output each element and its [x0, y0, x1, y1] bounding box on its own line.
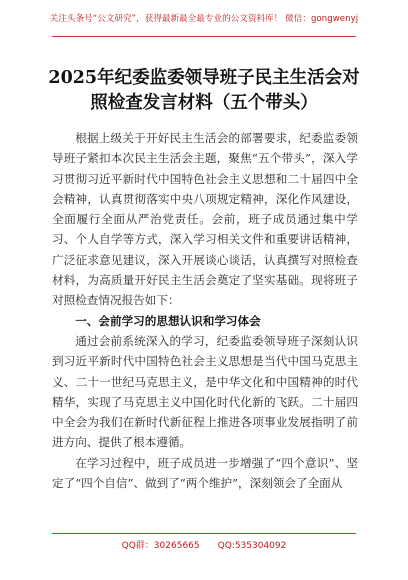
document-body — [52, 128, 358, 493]
section-1-paragraph-2: 在学习过程中，班子成员进一步增强了“四个意识”、坚定了“四个自信”、做到了“两个维护”，深刻领会了全面从 — [52, 455, 358, 491]
intro-paragraph: 根据上级关于开好民主生活会的部署要求，纪委监委领导班子紧扣本次民主生活会主题，聚焦“五个带头”，深入学习贯彻习近平新时代中国特色社会主义思想和二十届四中全会精神，认真贯彻落实中央八项规定精神，深化作风建设，全面履行全面从严治党责任。会前，班子成员通过集中学习、个人自学等方式，深入学习相关文件和重要讲话精神，广泛征求意见建议，深入开展谈心谈话，认真撰写对照检查材料，为高质量开好民主生活会奠定了坚实基础。现将班子对照检查情况报告如下： — [52, 131, 358, 308]
header-note: 关注头条号“公文研究”，获得最新最全最专业的公文资料库！ 微信：gongwenyj — [49, 14, 359, 24]
header-divider — [52, 36, 356, 37]
footer-note: QQ群：30265665 QQ:535304092 — [121, 541, 287, 551]
section-1-paragraph-1: 通过会前系统深入的学习，纪委监委领导班子深刻认识到习近平新时代中国特色社会主义思想是当代中国马克思主义、二十一世纪马克思主义，是中华文化和中国精神的时代精华，实现了马克思主义中国化时代化新的飞跃。二十届四中全会为我们在新时代新征程上推进各项事业发展指明了前进方向、提供了根本遵循。 — [52, 333, 358, 450]
title-line-2: 照检查发言材料（五个带头） — [90, 93, 318, 113]
footer-divider — [52, 533, 356, 534]
section-1-heading: 一、会前学习的思想认识和学习体会 — [75, 313, 261, 328]
document-title — [30, 66, 378, 116]
title-line-1: 2025年纪委监委领导班子民主生活会对 — [48, 68, 360, 88]
